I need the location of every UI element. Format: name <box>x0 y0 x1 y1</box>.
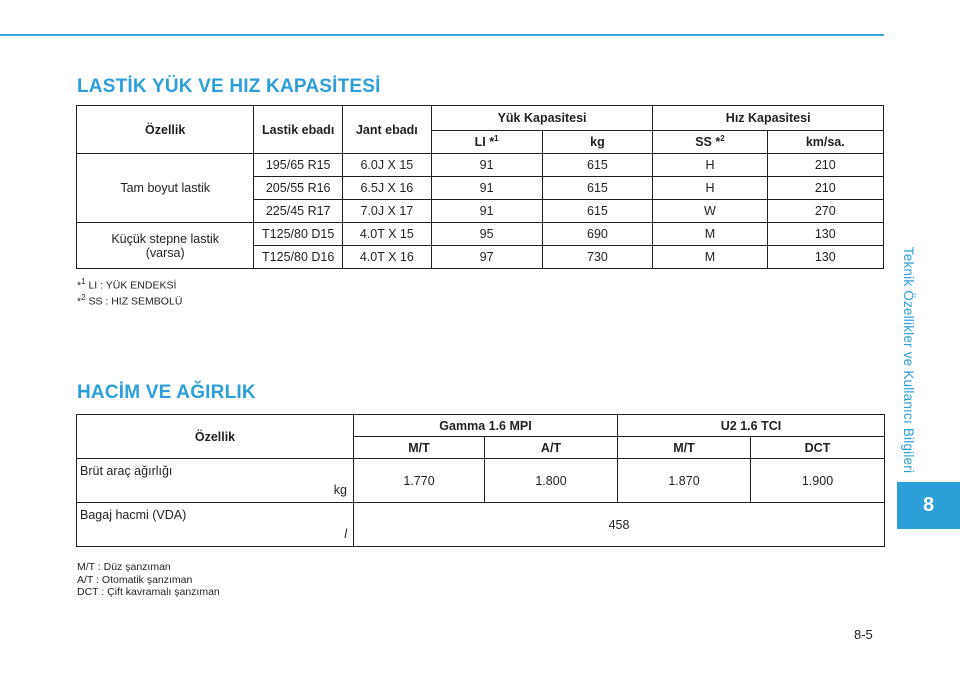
header-trans: M/T <box>618 437 751 459</box>
transmission-notes <box>77 561 220 599</box>
note-mt: M/T : Düz şanzıman <box>77 561 171 573</box>
header-kg: kg <box>542 131 653 154</box>
cell-rim: 4.0T X 15 <box>343 223 432 246</box>
cell-tire: 225/45 R17 <box>254 200 343 223</box>
cell-rim: 6.0J X 15 <box>343 154 432 177</box>
note-li: *$^1$ LI : YÜK ENDEKSİ <box>77 277 177 292</box>
row-label-luggage: Bagaj hacmi (VDA) l <box>77 503 354 547</box>
cell-kg: 730 <box>542 246 653 269</box>
cell-li: 91 <box>431 154 542 177</box>
cell-luggage: 458 <box>354 503 885 547</box>
cell-ss: M <box>653 223 767 246</box>
header-trans: DCT <box>751 437 885 459</box>
top-rule <box>0 34 884 36</box>
cell-li: 91 <box>431 177 542 200</box>
cell-li: 95 <box>431 223 542 246</box>
cell-rim: 7.0J X 17 <box>343 200 432 223</box>
sidebar-chapter-label: Teknik Özellikler ve Kullanıcı Bilgileri <box>901 246 916 474</box>
chapter-tab: 8 <box>897 482 960 529</box>
cell-weight: 1.870 <box>618 459 751 503</box>
header-trans: M/T <box>354 437 485 459</box>
cell-ss: M <box>653 246 767 269</box>
unit-kg: kg <box>333 483 347 497</box>
cell-tire: 205/55 R16 <box>254 177 343 200</box>
cell-rim: 4.0T X 16 <box>343 246 432 269</box>
table-header-row <box>77 106 884 131</box>
header-kmh: km/sa. <box>767 131 883 154</box>
cell-li: 91 <box>431 200 542 223</box>
cell-weight: 1.900 <box>751 459 885 503</box>
header-feature: Özellik <box>77 415 354 459</box>
table-row <box>77 223 884 246</box>
cell-weight: 1.800 <box>485 459 618 503</box>
cell-tire: T125/80 D15 <box>254 223 343 246</box>
cell-tire: 195/65 R15 <box>254 154 343 177</box>
header-load-capacity: Yük Kapasitesi <box>431 106 653 131</box>
row-label-gross-weight: Brüt araç ağırlığı kg <box>77 459 354 503</box>
cell-rim: 6.5J X 16 <box>343 177 432 200</box>
header-engine-gamma: Gamma 1.6 MPI <box>354 415 618 437</box>
table-header-row <box>77 415 885 437</box>
cell-ss: H <box>653 177 767 200</box>
volume-weight-table <box>76 414 885 547</box>
cell-kmh: 130 <box>767 223 883 246</box>
table-row <box>77 459 885 503</box>
note-ss: *$^2$ SS : HIZ SEMBOLÜ <box>77 293 183 308</box>
cell-kmh: 210 <box>767 177 883 200</box>
header-tire-size: Lastik ebadı <box>254 106 343 154</box>
table-row <box>77 503 885 547</box>
group-label-full-size: Tam boyut lastik <box>77 154 254 223</box>
unit-liter: l <box>344 527 347 541</box>
volume-section-title: HACİM VE AĞIRLIK <box>77 382 256 403</box>
cell-kg: 615 <box>542 154 653 177</box>
cell-kg: 690 <box>542 223 653 246</box>
cell-tire: T125/80 D16 <box>254 246 343 269</box>
page-number: 8-5 <box>854 627 873 642</box>
cell-kmh: 130 <box>767 246 883 269</box>
header-ss: SS *$^2$ <box>653 131 767 154</box>
note-at: A/T : Otomatik şanzıman <box>77 573 193 586</box>
table-row <box>77 154 884 177</box>
group-label-spare: Küçük stepne lastik (varsa) <box>77 223 254 269</box>
cell-kmh: 270 <box>767 200 883 223</box>
cell-kg: 615 <box>542 177 653 200</box>
header-li: LI *$^1$ <box>431 131 542 154</box>
cell-weight: 1.770 <box>354 459 485 503</box>
note-dct: DCT : Çift kavramalı şanzıman <box>77 586 220 598</box>
header-engine-u2: U2 1.6 TCI <box>618 415 885 437</box>
cell-li: 97 <box>431 246 542 269</box>
header-trans: A/T <box>485 437 618 459</box>
cell-kmh: 210 <box>767 154 883 177</box>
tire-capacity-table <box>76 105 884 269</box>
header-feature: Özellik <box>77 106 254 154</box>
header-speed-capacity: Hız Kapasitesi <box>653 106 884 131</box>
cell-ss: H <box>653 154 767 177</box>
header-rim-size: Jant ebadı <box>343 106 432 154</box>
tire-section-title: LASTİK YÜK VE HIZ KAPASİTESİ <box>77 76 381 97</box>
cell-ss: W <box>653 200 767 223</box>
tire-notes <box>77 276 182 308</box>
cell-kg: 615 <box>542 200 653 223</box>
